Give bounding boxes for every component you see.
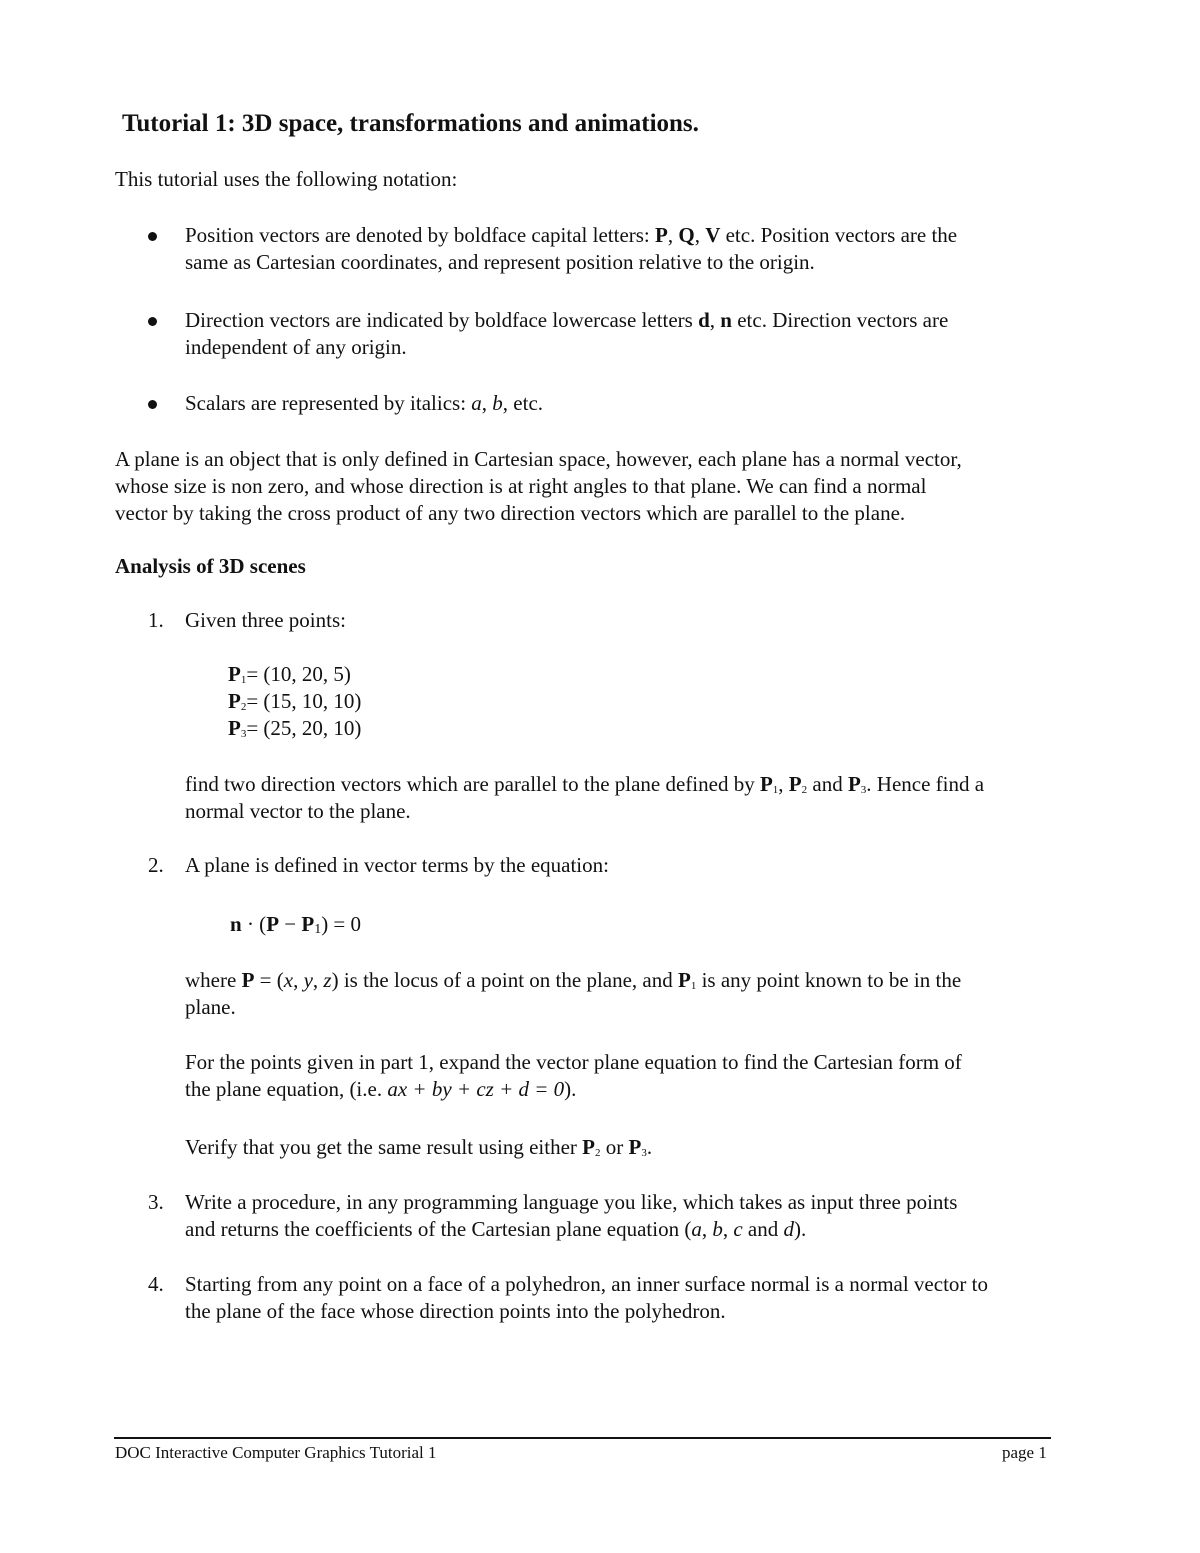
- bullet-marker: [148, 400, 157, 409]
- intro-text: This tutorial uses the following notation:: [115, 167, 458, 191]
- question-4-text: Starting from any point on a face of a polyhedron, an inner surface normal is a normal vector to the plane of the face whose direction points into the polyhedron.: [185, 1272, 988, 1323]
- page-title: Tutorial 1: 3D space, transformations and animations.: [122, 110, 699, 137]
- footer-divider: [114, 1437, 1051, 1439]
- bullet-marker: [148, 317, 157, 326]
- question-1-instruction: find two direction vectors which are parallel to the plane defined by $P_1$, $P_2$ and $P_3$. Hence find a normal vector to the plane.: [185, 772, 985, 823]
- plane-paragraph: A plane is an object that is only defined in Cartesian space, however, each plane has a normal vector, whose size is non zero, and whose direction is at right angles to that plane. We can find a normal vector by taking the cross product of any two direction vectors which are parallel to the plane.: [115, 447, 962, 525]
- section-heading: Analysis of 3D scenes: [115, 554, 306, 578]
- point-p2: $P_2= (15$, 10, 10): [228, 689, 362, 713]
- vector-plane-equation: $n \cdot (P - P_1) = 0$: [230, 912, 362, 937]
- question-1-text: Given three points:: [185, 608, 346, 632]
- question-2-expand: For the points given in part 1, expand the vector plane equation to find the Cartesian form of the plane equation, (i.e. ax + by + cz + d = 0).: [185, 1050, 962, 1101]
- cartesian-equation: ax + by + cz + d = 0: [387, 1077, 565, 1101]
- page-number: page 1: [1002, 1443, 1047, 1462]
- question-2-text: A plane is defined in vector terms by the equation:: [185, 853, 609, 877]
- point-p1: $P_1= (10$, 20, 5): [228, 662, 351, 686]
- bullet-direction-vectors: Direction vectors are indicated by boldface lowercase letters d, n etc. Direction vectors are independent of any origin.: [185, 308, 949, 359]
- bullet-scalars: Scalars are represented by italics: a, b, etc.: [185, 391, 544, 415]
- footer-title: DOC Interactive Computer Graphics Tutorial 1: [115, 1443, 437, 1462]
- bullet-position-vectors: Position vectors are denoted by boldface capital letters: P, Q, V etc. Position vectors are the same as Cartesian coordinates, and represent position relative to the origin.: [185, 223, 958, 274]
- question-2-verify: Verify that you get the same result using either $P_2$ or $P_3$.: [185, 1135, 653, 1159]
- question-number: 4.: [148, 1272, 164, 1296]
- question-number: 1.: [148, 608, 164, 632]
- question-2-where: where P = (x, y, z) is the locus of a point on the plane, and $P_1$ is any point known to be in the plane.: [185, 968, 962, 1019]
- question-3-text: Write a procedure, in any programming language you like, which takes as input three points and returns the coefficients of the Cartesian plane equation (a, b, c and d).: [185, 1190, 958, 1241]
- question-number: 3.: [148, 1190, 164, 1214]
- bullet-marker: [148, 232, 157, 241]
- point-list: [228, 661, 361, 742]
- point-p3: $P_3= (25$, 20, 10): [228, 716, 362, 740]
- question-number: 2.: [148, 853, 164, 877]
